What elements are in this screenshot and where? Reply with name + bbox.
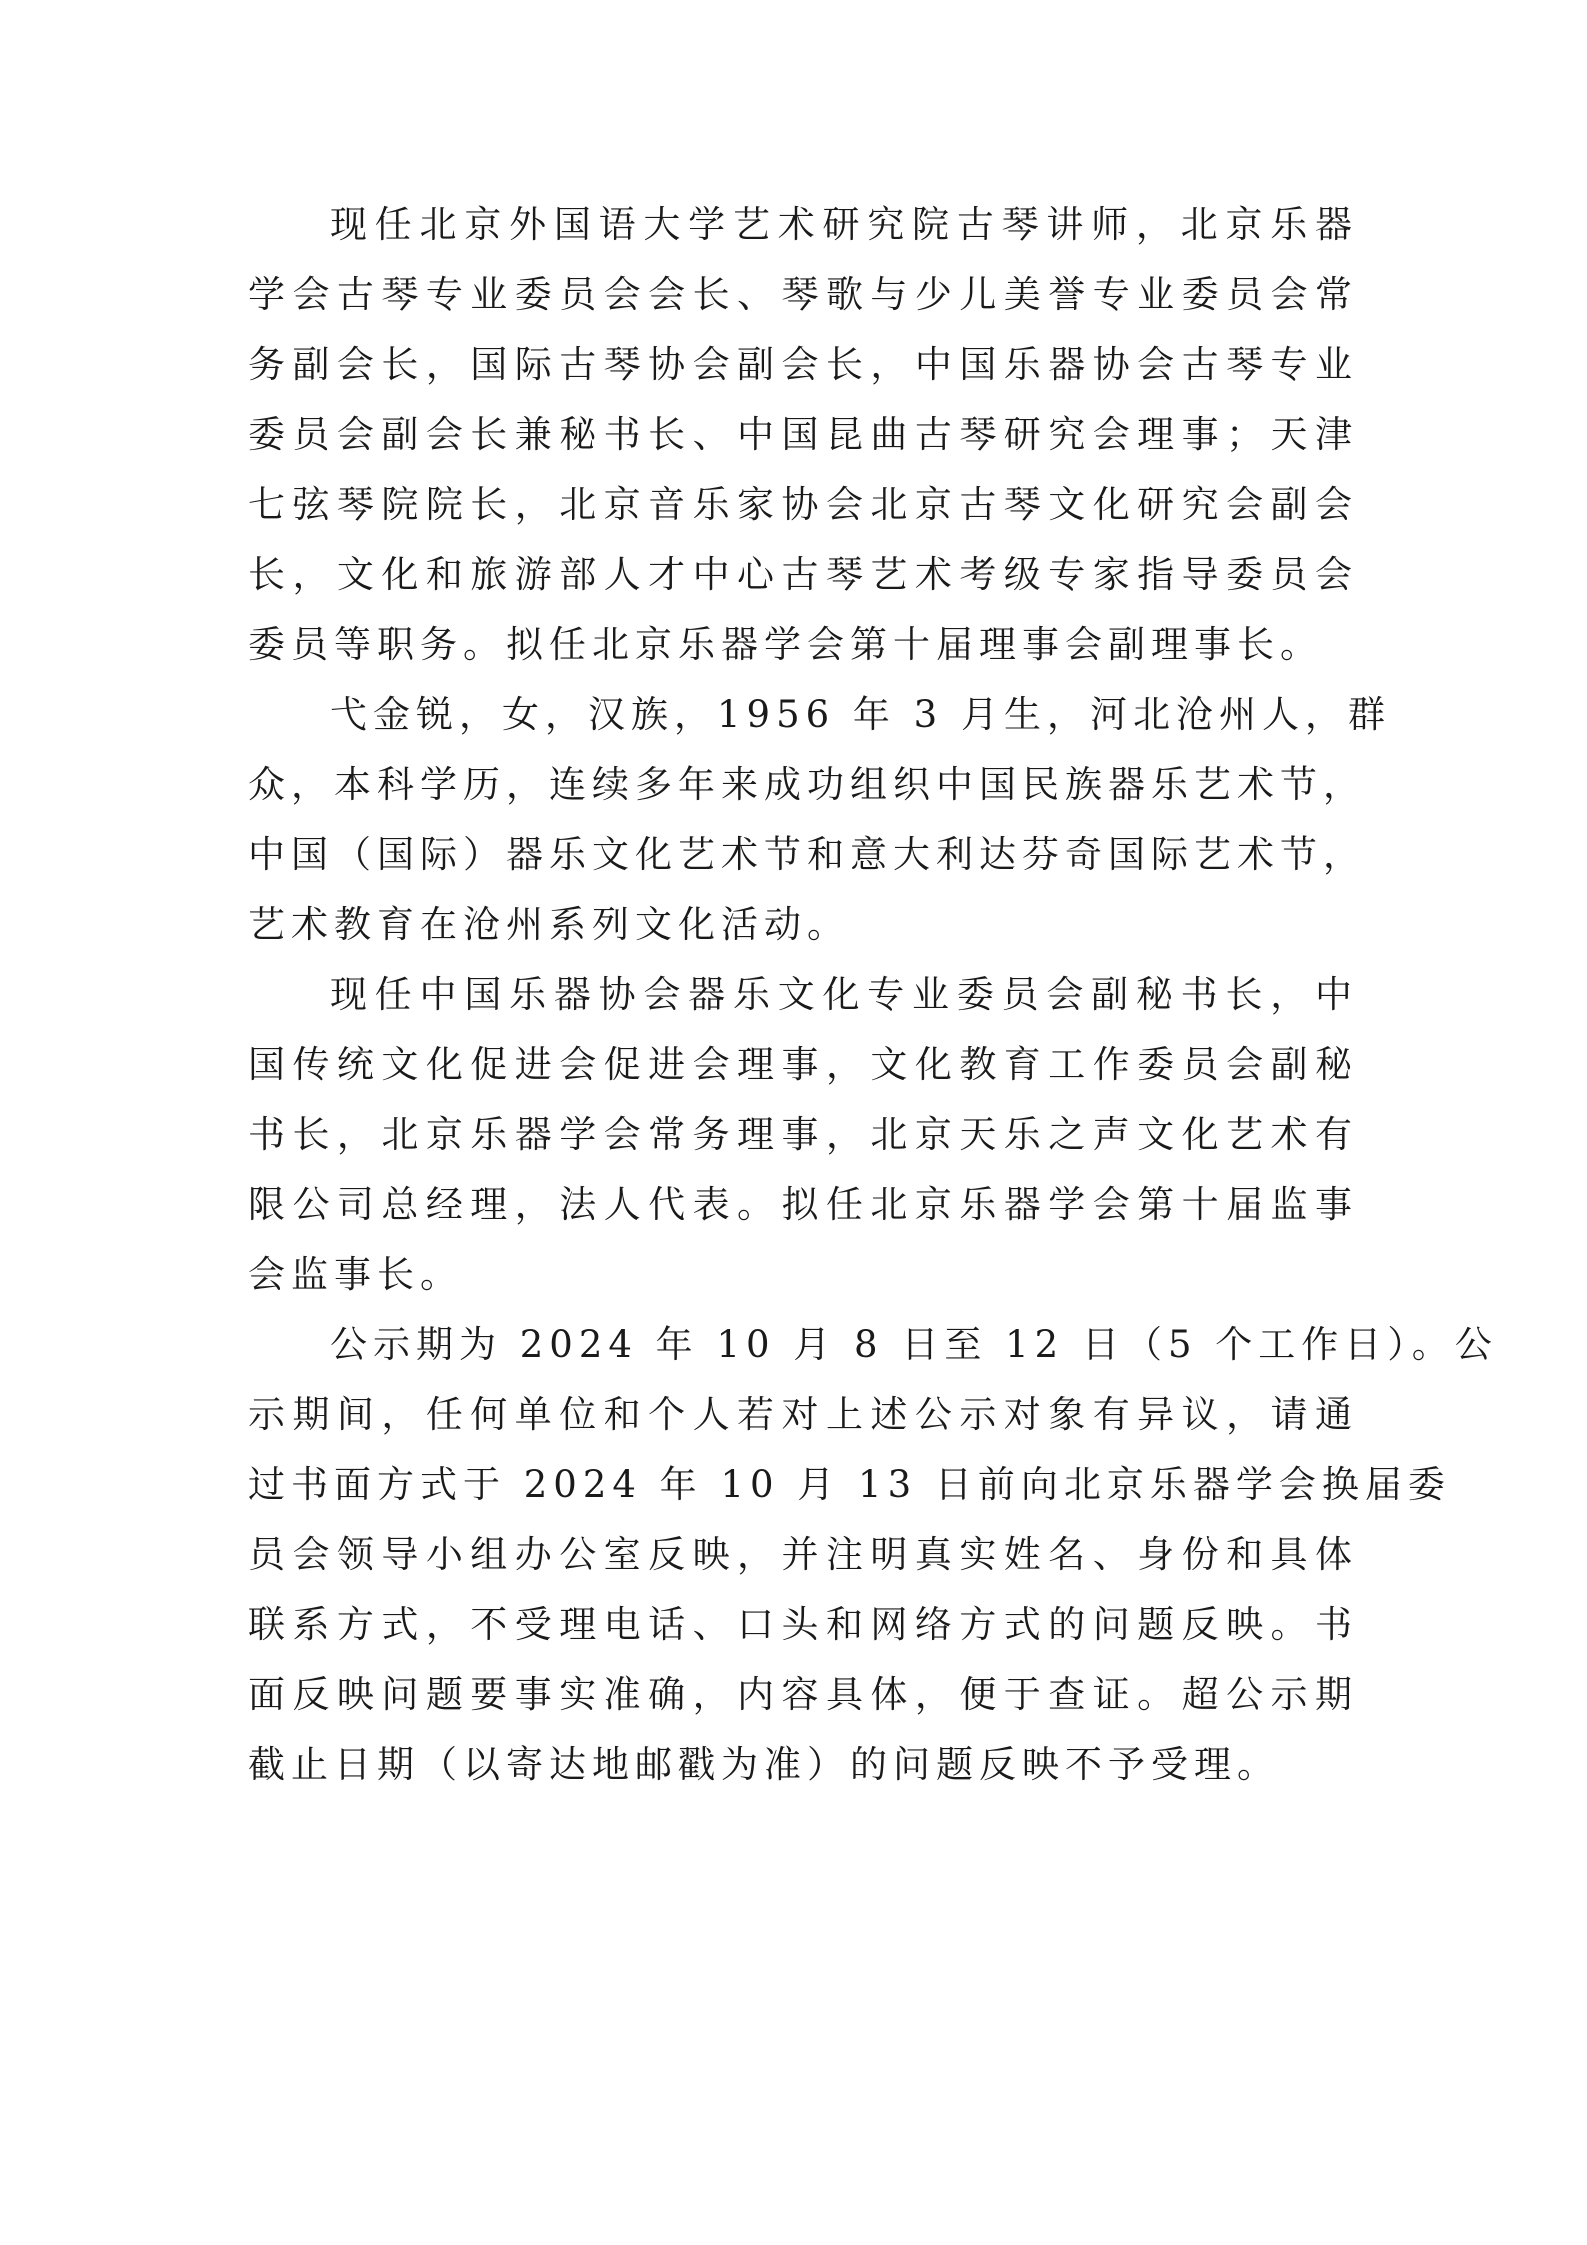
text-line: 过书面方式于 2024 年 10 月 13 日前向北京乐器学会换届委 — [248, 1463, 1451, 1506]
text-line: 长，文化和旅游部人才中心古琴艺术考级专家指导委员会 — [248, 553, 1358, 596]
text-line: 限公司总经理，法人代表。拟任北京乐器学会第十届监事 — [248, 1183, 1358, 1226]
text-line: 联系方式，不受理电话、口头和网络方式的问题反映。书 — [248, 1603, 1358, 1646]
text-line: 示期间，任何单位和个人若对上述公示对象有异议，请通 — [248, 1393, 1358, 1436]
text-line: 书长，北京乐器学会常务理事，北京天乐之声文化艺术有 — [248, 1113, 1358, 1156]
text-line: 公示期为 2024 年 10 月 8 日至 12 日（5 个工作日）。公 — [330, 1323, 1498, 1366]
paragraph-2 — [248, 680, 1391, 960]
paragraph-1 — [248, 190, 1358, 680]
text-line: 艺术教育在沧州系列文化活动。 — [248, 903, 850, 946]
text-line: 务副会长，国际古琴协会副会长，中国乐器协会古琴专业 — [248, 343, 1358, 386]
text-line: 七弦琴院院长，北京音乐家协会北京古琴文化研究会副会 — [248, 483, 1358, 526]
text-line: 学会古琴专业委员会会长、琴歌与少儿美誉专业委员会常 — [248, 273, 1358, 316]
paragraph-3 — [248, 960, 1358, 1310]
document-body — [248, 190, 1498, 1800]
text-line: 会监事长。 — [248, 1253, 463, 1296]
text-line: 众，本科学历，连续多年来成功组织中国民族器乐艺术节， — [248, 763, 1366, 806]
text-line: 面反映问题要事实准确，内容具体，便于查证。超公示期 — [248, 1673, 1358, 1716]
text-line: 委员会副会长兼秘书长、中国昆曲古琴研究会理事；天津 — [248, 413, 1358, 456]
text-line: 中国（国际）器乐文化艺术节和意大利达芬奇国际艺术节， — [248, 833, 1366, 876]
text-line: 截止日期（以寄达地邮戳为准）的问题反映不予受理。 — [248, 1743, 1280, 1786]
text-line: 国传统文化促进会促进会理事，文化教育工作委员会副秘 — [248, 1043, 1358, 1086]
paragraph-4 — [248, 1310, 1498, 1800]
text-line: 现任北京外国语大学艺术研究院古琴讲师，北京乐器 — [330, 203, 1358, 246]
text-line: 委员等职务。拟任北京乐器学会第十届理事会副理事长。 — [248, 623, 1323, 666]
text-line: 现任中国乐器协会器乐文化专业委员会副秘书长，中 — [330, 973, 1358, 1016]
text-line: 弋金锐，女，汉族，1956 年 3 月生，河北沧州人，群 — [330, 693, 1391, 736]
text-line: 员会领导小组办公室反映，并注明真实姓名、身份和具体 — [248, 1533, 1358, 1576]
